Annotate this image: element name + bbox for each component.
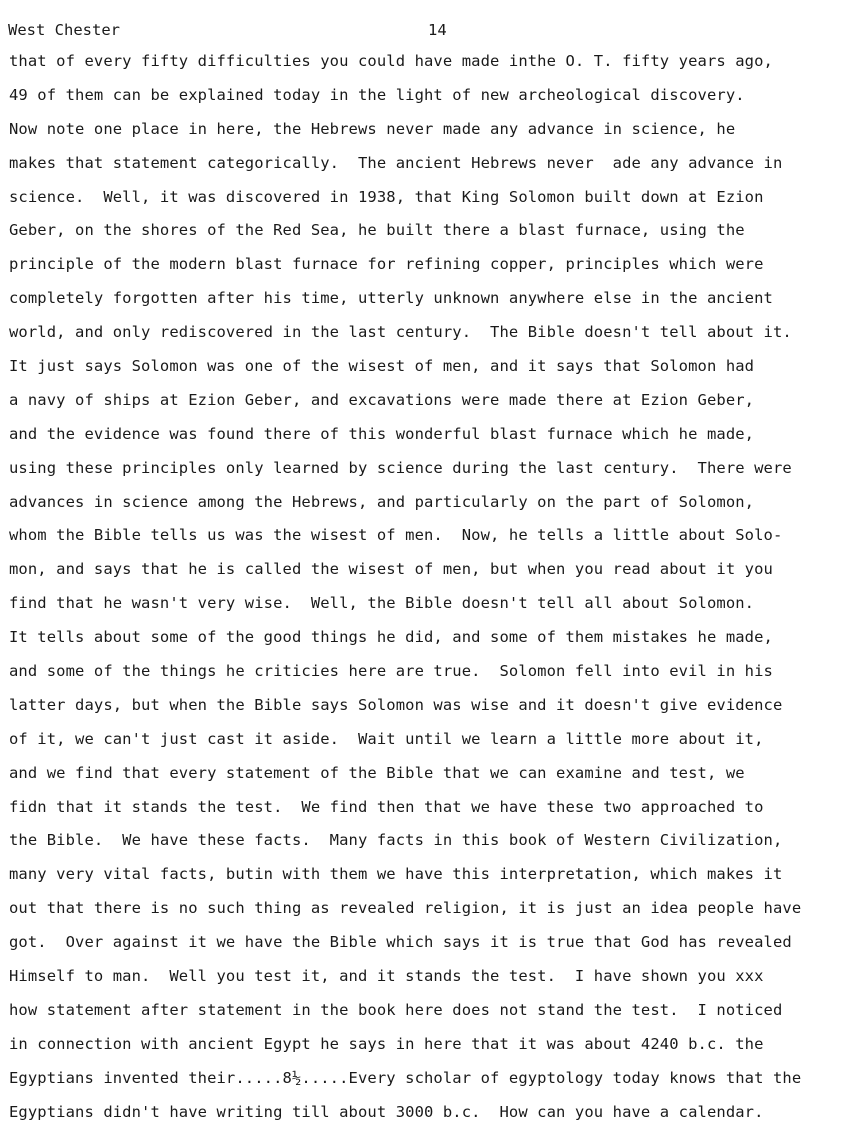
text-line: of it, we can't just cast it aside. Wait until we learn a little more about it,	[9, 729, 764, 748]
text-line: principle of the modern blast furnace for refining copper, principles which were	[9, 255, 764, 274]
text-line: how statement after statement in the book here does not stand the test. I noticed	[9, 1000, 783, 1019]
text-line: latter days, but when the Bible says Solomon was wise and it doesn't give evidence	[9, 695, 783, 714]
header-title: West Chester	[8, 21, 120, 39]
text-line: fidn that it stands the test. We find then that we have these two approached to	[9, 797, 764, 816]
text-line: world, and only rediscovered in the last century. The Bible doesn't tell about it.	[9, 323, 792, 342]
page-number: 14	[428, 21, 447, 39]
text-line: the Bible. We have these facts. Many facts in this book of Western Civilization,	[9, 831, 783, 850]
text-line: Himself to man. Well you test it, and it stands the test. I have shown you xxx	[9, 967, 764, 986]
text-line: and the evidence was found there of this wonderful blast furnace which he made,	[9, 424, 755, 443]
text-line: and some of the things he criticies here are true. Solomon fell into evil in his	[9, 662, 773, 681]
text-line: that of every fifty difficulties you could have made inthe O. T. fifty years ago,	[9, 52, 773, 70]
text-line: Egyptians didn't have writing till about 3000 b.c. How can you have a calendar.	[9, 1102, 764, 1121]
text-line: Egyptians invented their.....8½.....Every scholar of egyptology today knows that the	[9, 1068, 802, 1087]
body-text	[9, 45, 854, 1130]
text-line: many very vital facts, butin with them we have this interpretation, which makes it	[9, 865, 783, 884]
text-line: mon, and says that he is called the wisest of men, but when you read about it you	[9, 560, 773, 579]
text-line: Geber, on the shores of the Red Sea, he built there a blast furnace, using the	[9, 221, 745, 240]
text-line: and we find that every statement of the Bible that we can examine and test, we	[9, 763, 745, 782]
text-line: using these principles only learned by science during the last century. There were	[9, 458, 792, 477]
text-line: got. Over against it we have the Bible which says it is true that God has revealed	[9, 933, 792, 952]
text-line: science. Well, it was discovered in 1938, that King Solomon built down at Ezion	[9, 187, 764, 206]
text-line: 49 of them can be explained today in the light of new archeological discovery.	[9, 85, 745, 104]
text-line: It tells about some of the good things he did, and some of them mistakes he made,	[9, 628, 773, 647]
text-line: whom the Bible tells us was the wisest of men. Now, he tells a little about Solo-	[9, 526, 783, 545]
text-line: advances in science among the Hebrews, and particularly on the part of Solomon,	[9, 492, 755, 511]
text-line: makes that statement categorically. The ancient Hebrews never ade any advance in	[9, 153, 783, 172]
text-line: It just says Solomon was one of the wisest of men, and it says that Solomon had	[9, 357, 755, 376]
text-line: completely forgotten after his time, utterly unknown anywhere else in the ancient	[9, 289, 773, 308]
text-line: in connection with ancient Egypt he says in here that it was about 4240 b.c. the	[9, 1034, 764, 1053]
text-line: out that there is no such thing as revealed religion, it is just an idea people have	[9, 899, 802, 918]
page-header	[8, 18, 848, 42]
text-line: find that he wasn't very wise. Well, the Bible doesn't tell all about Solomon.	[9, 594, 755, 613]
text-line: a navy of ships at Ezion Geber, and excavations were made there at Ezion Geber,	[9, 390, 755, 409]
text-line: Now note one place in here, the Hebrews never made any advance in science, he	[9, 119, 736, 138]
